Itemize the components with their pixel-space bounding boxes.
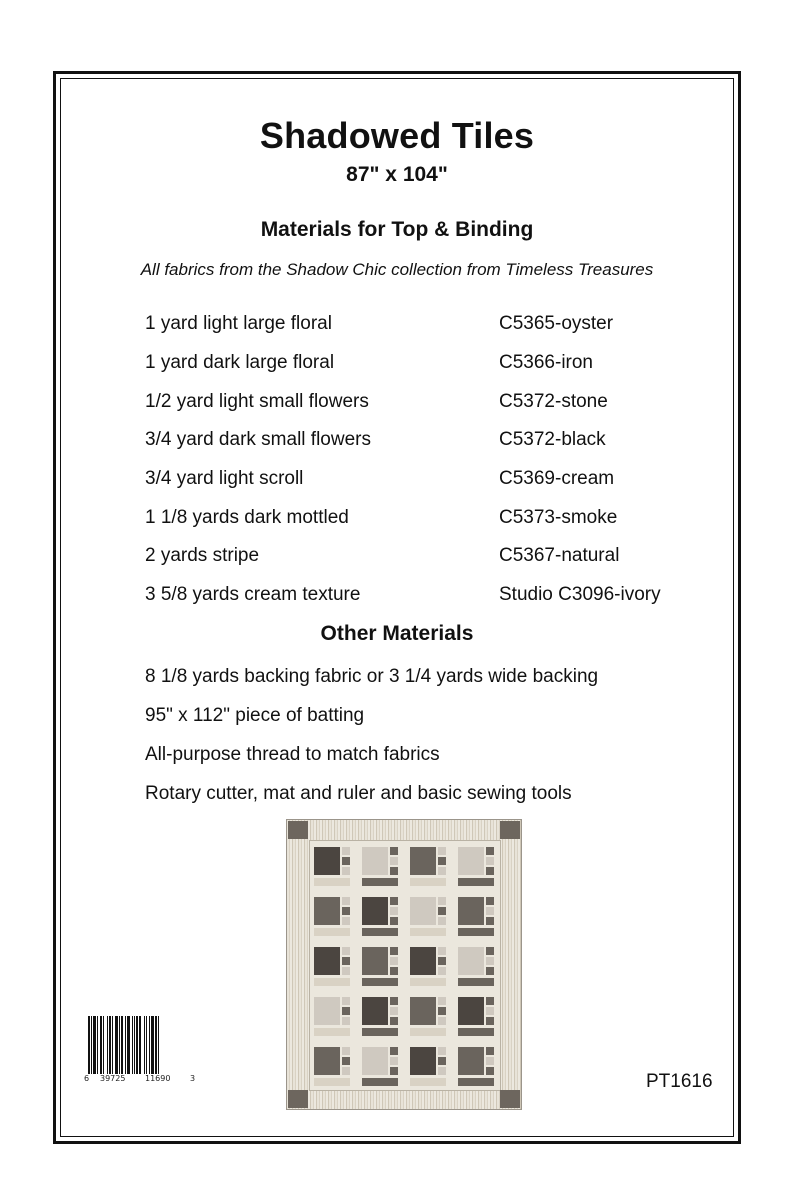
quilt-small-square: [486, 957, 494, 965]
material-description: 1 yard light large floral: [145, 313, 332, 334]
quilt-small-square: [390, 867, 398, 875]
quilt-stripe-strip: [314, 878, 350, 886]
quilt-small-square: [438, 957, 446, 965]
fabric-code: C5369-cream: [499, 468, 615, 489]
quilt-small-square: [438, 847, 446, 855]
quilt-small-square: [390, 847, 398, 855]
quilt-small-square: [390, 1017, 398, 1025]
other-material-item: 95" x 112" piece of batting: [145, 705, 365, 726]
quilt-stripe-strip: [410, 1078, 446, 1086]
quilt-tile: [314, 847, 340, 875]
material-row: [0, 429, 794, 457]
quilt-small-square: [486, 917, 494, 925]
material-row: [0, 584, 794, 612]
quilt-stripe-strip: [458, 928, 494, 936]
quilt-tile: [314, 1047, 340, 1075]
quilt-tile: [314, 897, 340, 925]
barcode-digit-lead: 6: [84, 1074, 90, 1083]
material-row: [0, 468, 794, 496]
barcode-bar: [149, 1016, 150, 1074]
other-materials-heading: Other Materials: [320, 622, 474, 645]
quilt-corner-block: [500, 1090, 520, 1108]
quilt-tile: [362, 847, 388, 875]
quilt-small-square: [390, 897, 398, 905]
quilt-small-square: [390, 857, 398, 865]
quilt-small-square: [390, 1047, 398, 1055]
quilt-small-square: [486, 897, 494, 905]
materials-heading: Materials for Top & Binding: [260, 218, 534, 241]
quilt-tile: [410, 1047, 436, 1075]
quilt-small-square: [486, 947, 494, 955]
fabric-code: C5367-natural: [499, 545, 620, 566]
other-material-item: Rotary cutter, mat and ruler and basic sewing tools: [145, 783, 572, 804]
quilt-small-square: [486, 997, 494, 1005]
quilt-tile: [410, 997, 436, 1025]
barcode-bar: [151, 1016, 154, 1074]
barcode-bar: [139, 1016, 141, 1074]
quilt-corner-block: [288, 1090, 308, 1108]
quilt-center-field: [309, 840, 501, 1091]
quilt-stripe-strip: [314, 928, 350, 936]
quilt-small-square: [438, 967, 446, 975]
quilt-tile: [458, 847, 484, 875]
quilt-stripe-strip: [458, 878, 494, 886]
quilt-tile: [362, 997, 388, 1025]
quilt-small-square: [486, 907, 494, 915]
barcode-bar: [158, 1016, 159, 1074]
quilt-corner-block: [500, 821, 520, 839]
fabric-code: C5365-oyster: [499, 313, 614, 334]
quilt-tile: [410, 897, 436, 925]
quilt-small-square: [342, 947, 350, 955]
material-description: 3 5/8 yards cream texture: [145, 584, 361, 605]
materials-subtitle: All fabrics from the Shadow Chic collection from Timeless Treasures: [140, 260, 654, 279]
quilt-tile: [314, 947, 340, 975]
fabric-code: Studio C3096-ivory: [499, 584, 661, 605]
quilt-small-square: [390, 957, 398, 965]
pattern-title: Shadowed Tiles: [259, 115, 535, 156]
pattern-size: 87" x 104": [346, 163, 448, 186]
material-description: 1 1/8 yards dark mottled: [145, 507, 349, 528]
barcode: [88, 1016, 186, 1074]
quilt-small-square: [342, 957, 350, 965]
barcode-bar: [91, 1016, 92, 1074]
barcode-bar: [93, 1016, 96, 1074]
barcode-bar: [127, 1016, 130, 1074]
quilt-small-square: [342, 857, 350, 865]
quilt-small-square: [342, 1017, 350, 1025]
quilt-small-square: [342, 1067, 350, 1075]
quilt-tile: [314, 997, 340, 1025]
material-description: 3/4 yard dark small flowers: [145, 429, 371, 450]
quilt-small-square: [390, 1067, 398, 1075]
quilt-tile: [458, 1047, 484, 1075]
quilt-stripe-strip: [314, 1028, 350, 1036]
other-material-item: All-purpose thread to match fabrics: [145, 744, 440, 765]
quilt-stripe-strip: [410, 878, 446, 886]
barcode-bar: [103, 1016, 104, 1074]
quilt-small-square: [438, 947, 446, 955]
product-code: PT1616: [646, 1071, 713, 1092]
quilt-small-square: [438, 907, 446, 915]
quilt-stripe-strip: [314, 978, 350, 986]
quilt-small-square: [342, 967, 350, 975]
barcode-bar: [121, 1016, 123, 1074]
quilt-small-square: [486, 967, 494, 975]
other-material-item: 8 1/8 yards backing fabric or 3 1/4 yards wide backing: [145, 666, 599, 687]
barcode-bar: [100, 1016, 102, 1074]
quilt-small-square: [438, 1047, 446, 1055]
quilt-stripe-strip: [410, 928, 446, 936]
quilt-small-square: [438, 1007, 446, 1015]
quilt-small-square: [486, 867, 494, 875]
material-row: [0, 352, 794, 380]
barcode-bar: [134, 1016, 135, 1074]
quilt-tile: [362, 1047, 388, 1075]
quilt-small-square: [486, 1047, 494, 1055]
barcode-bar: [146, 1016, 147, 1074]
quilt-small-square: [342, 1007, 350, 1015]
barcode-bar: [155, 1016, 157, 1074]
barcode-bar: [97, 1016, 98, 1074]
quilt-small-square: [390, 947, 398, 955]
quilt-small-square: [438, 867, 446, 875]
fabric-code: C5372-black: [499, 429, 606, 450]
barcode-bar: [144, 1016, 145, 1074]
quilt-stripe-strip: [458, 1028, 494, 1036]
barcode-bar: [112, 1016, 113, 1074]
barcode-bar: [109, 1016, 111, 1074]
quilt-small-square: [342, 867, 350, 875]
quilt-small-square: [342, 847, 350, 855]
material-row: [0, 507, 794, 535]
quilt-stripe-strip: [458, 1078, 494, 1086]
quilt-small-square: [438, 1017, 446, 1025]
quilt-small-square: [486, 1007, 494, 1015]
quilt-small-square: [438, 857, 446, 865]
quilt-stripe-strip: [362, 878, 398, 886]
quilt-tile: [458, 897, 484, 925]
barcode-bar: [115, 1016, 118, 1074]
quilt-small-square: [486, 1017, 494, 1025]
quilt-small-square: [486, 1067, 494, 1075]
quilt-small-square: [438, 897, 446, 905]
material-description: 2 yards stripe: [145, 545, 260, 566]
material-description: 3/4 yard light scroll: [145, 468, 304, 489]
quilt-stripe-strip: [362, 1078, 398, 1086]
material-row: [0, 313, 794, 341]
barcode-bar: [107, 1016, 108, 1074]
quilt-small-square: [342, 1047, 350, 1055]
quilt-stripe-strip: [362, 1028, 398, 1036]
quilt-stripe-strip: [362, 978, 398, 986]
barcode-bar: [88, 1016, 90, 1074]
quilt-small-square: [486, 1057, 494, 1065]
material-description: 1/2 yard light small flowers: [145, 391, 369, 412]
quilt-small-square: [390, 967, 398, 975]
fabric-code: C5366-iron: [499, 352, 593, 373]
quilt-small-square: [390, 1007, 398, 1015]
quilt-small-square: [342, 997, 350, 1005]
quilt-stripe-strip: [410, 978, 446, 986]
barcode-digits-left: 39725: [100, 1074, 126, 1083]
material-row: [0, 391, 794, 419]
quilt-illustration: [286, 819, 522, 1110]
quilt-small-square: [342, 917, 350, 925]
quilt-small-square: [438, 917, 446, 925]
barcode-digit-check: 3: [190, 1074, 196, 1083]
quilt-stripe-strip: [458, 978, 494, 986]
quilt-small-square: [342, 907, 350, 915]
quilt-tile: [410, 947, 436, 975]
quilt-tile: [458, 947, 484, 975]
quilt-tile: [410, 847, 436, 875]
quilt-small-square: [438, 1057, 446, 1065]
quilt-small-square: [390, 1057, 398, 1065]
barcode-bar: [136, 1016, 138, 1074]
quilt-small-square: [438, 1067, 446, 1075]
quilt-small-square: [438, 997, 446, 1005]
material-row: [0, 545, 794, 573]
quilt-small-square: [390, 917, 398, 925]
barcode-bar: [132, 1016, 133, 1074]
quilt-small-square: [486, 857, 494, 865]
quilt-tile: [362, 897, 388, 925]
barcode-digits-right: 11690: [145, 1074, 171, 1083]
quilt-tile: [458, 997, 484, 1025]
quilt-small-square: [342, 897, 350, 905]
quilt-small-square: [486, 847, 494, 855]
fabric-code: C5373-smoke: [499, 507, 618, 528]
quilt-stripe-strip: [314, 1078, 350, 1086]
quilt-small-square: [390, 997, 398, 1005]
barcode-bar: [125, 1016, 126, 1074]
quilt-stripe-strip: [410, 1028, 446, 1036]
fabric-code: C5372-stone: [499, 391, 608, 412]
quilt-tile: [362, 947, 388, 975]
quilt-small-square: [342, 1057, 350, 1065]
quilt-stripe-strip: [362, 928, 398, 936]
material-description: 1 yard dark large floral: [145, 352, 335, 373]
barcode-bar: [119, 1016, 120, 1074]
quilt-small-square: [390, 907, 398, 915]
quilt-corner-block: [288, 821, 308, 839]
